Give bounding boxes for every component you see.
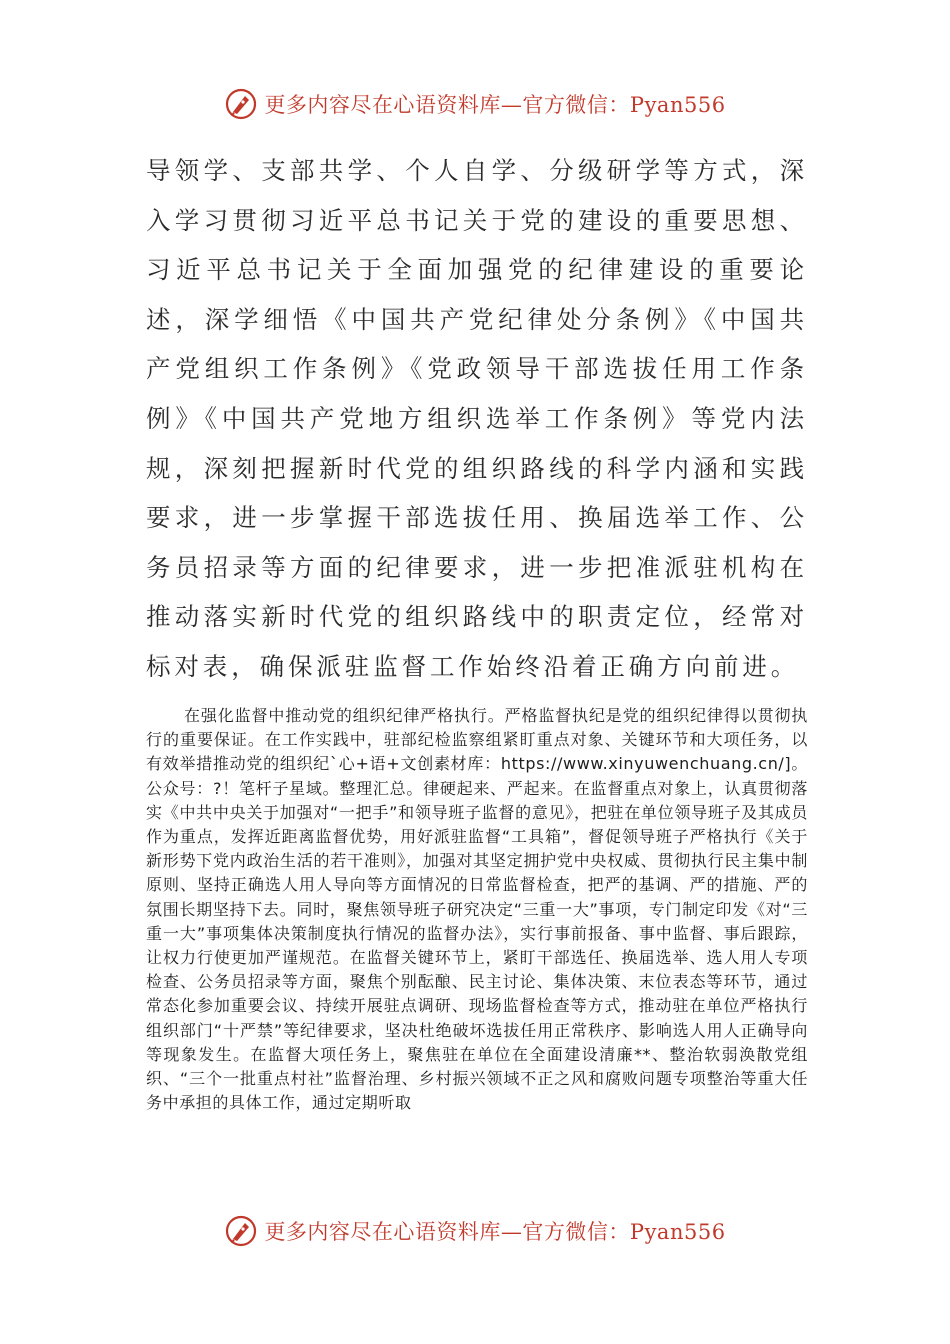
body-paragraph-small: 在强化监督中推动党的组织纪律严格执行。严格监督执纪是党的组织纪律得以贯彻执行的重要保证。在工作实践中，驻部纪检监察组紧盯重点对象、关键环节和大项任务，以有效举措推动党的组织纪`心+语+文创素材库：https://www.xinyuwenchuang.cn/]。公众号：?！笔杆子星域。整理汇总。律硬起来、严起来。在监督重点对象上，认真贯彻落实《中共中央关于加强对“一把手”和领导班子监督的意见》，把驻在单位领导班子及其成员作为重点，发挥近距离监督优势，用好派驻监督“工具箱”，督促领导班子严格执行《关于新形势下党内政治生活的若干准则》，加强对其坚定拥护党中央权威、贯彻执行民主集中制原则、坚持正确选人用人导向等方面情况的日常监督检查，把严的基调、严的措施、严的氛围长期坚持下去。同时，聚焦领导班子研究决定“三重一大”事项，专门制定印发《对“三重一大”事项集体决策制度执行情况的监督办法》，实行事前报备、事中监督、事后跟踪，让权力行使更加严谨规范。在监督关键环节上，紧盯干部选任、换届选举、选人用人专项检查、公务员招录等方面，聚焦个别酝酿、民主讨论、集体决策、末位表态等环节，通过常态化参加重要会议、持续开展驻点调研、现场监督检查等方式，推动驻在单位严格执行组织部门“十严禁”等纪律要求，坚决杜绝破坏选拔任用正常秩序、影响选人用人正确导向等现象发生。在监督大项任务上，聚焦驻在单位在全面建设清廉**、整治软弱涣散党组织、“三个一批重点村社”监督治理、乡村振兴领域不正之风和腐败问题专项整治等重大任务中承担的具体工作，通过定期听取 [146,706,808,1113]
pen-nib-logo-icon [224,87,258,121]
header-banner [0,84,950,124]
body-paragraph-large: 导领学、支部共学、个人自学、分级研学等方式，深入学习贯彻习近平总书记关于党的建设的重要思想、习近平总书记关于全面加强党的纪律建设的重要论述，深学细悟《中国共产党纪律处分条例》《中国共产党组织工作条例》《党政领导干部选拔任用工作条例》《中国共产党地方组织选举工作条例》等党内法规，深刻把握新时代党的组织路线的科学内涵和实践要求，进一步掌握干部选拔任用、换届选举工作、公务员招录等方面的纪律要求，进一步把准派驻机构在推动落实新时代党的组织路线中的职责定位，经常对标对表，确保派驻监督工作始终沿着正确方向前进。 [146,156,808,681]
header-banner-text: 更多内容尽在心语资料库—官方微信：Pyan556 [264,93,726,117]
footer-banner-text: 更多内容尽在心语资料库—官方微信：Pyan556 [264,1220,726,1244]
pen-nib-logo-icon [224,1214,258,1248]
footer-banner [0,1211,950,1251]
